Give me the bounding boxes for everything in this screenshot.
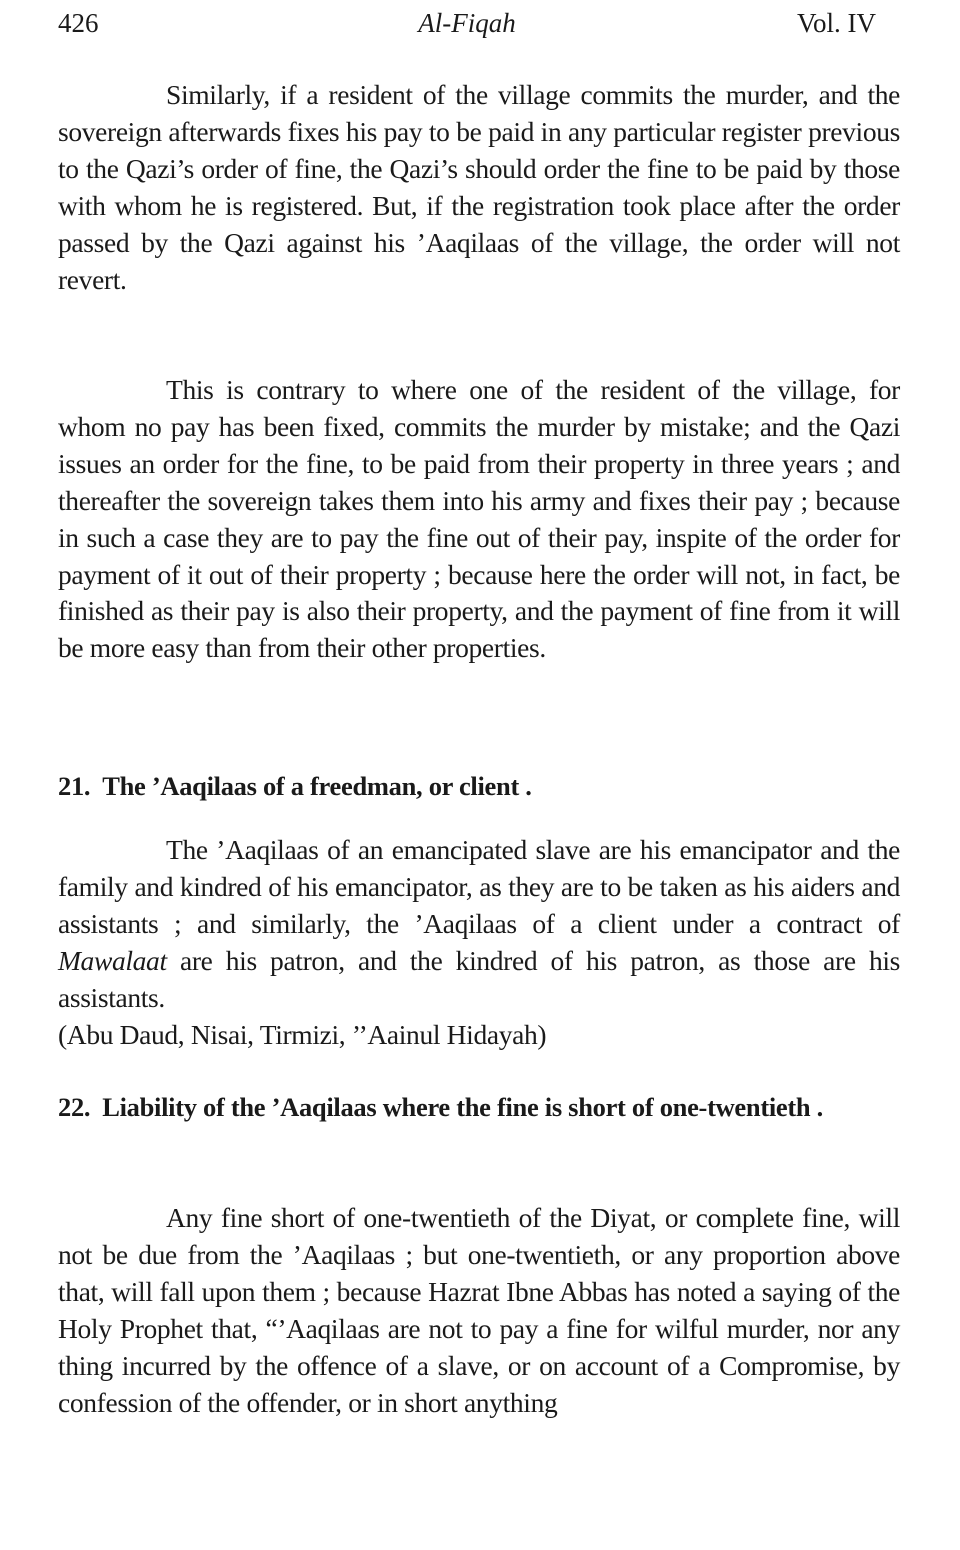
- section-title: The ’Aaqilaas of a freedman, or client .: [102, 771, 532, 801]
- body-text: The ’Aaqilaas of an emancipated slave are his emancipator and the family and kindred of his emancipator, as they are to be taken as his aiders and assistants ; and similarly, the ’Aaqilaas of a client under a contract of: [58, 834, 900, 939]
- page-number: 426: [58, 8, 99, 38]
- section-21-body: [58, 832, 900, 1053]
- paragraph-text: [58, 832, 900, 1017]
- body-text: are his patron, and the kindred of his patron, as those are his assistants.: [58, 944, 900, 1013]
- italic-term: Mawalaat: [58, 944, 167, 976]
- volume-label: Vol. IV: [796, 8, 876, 38]
- citation: (Abu Daud, Nisai, Tirmizi, ’’Aainul Hidayah): [58, 1018, 547, 1050]
- paragraph-2: [58, 372, 900, 667]
- section-title: Liability of the ’Aaqilaas where the fine is short of one-twentieth .: [102, 1092, 823, 1122]
- section-number: 22.: [58, 1092, 91, 1122]
- book-title: Al-Fiqah: [418, 8, 516, 38]
- running-head: [58, 6, 876, 40]
- paragraph-1: [58, 77, 900, 298]
- section-number: 21.: [58, 771, 91, 801]
- paragraph-text: This is contrary to where one of the resident of the village, for whom no pay has been fixed, commits the murder by mistake; and the Qazi issues an order for the fine, to be paid from their property in three years ; and thereafter the sovereign takes them into his army and fixes their pay ; because in such a case they are to pay the fine out of their pay, inspite of the order for payment of it out of their property ; because here the order will not, in fact, be finished as their pay is also their property, and the payment of fine from it will be more easy than from their other properties.: [58, 374, 900, 664]
- paragraph-text: Any fine short of one-twentieth of the Diyat, or complete fine, will not be due from the ’Aaqilaas ; but one-twentieth, or any proportion above that, will fall upon them ; because Hazrat Ibne Abbas has noted a saying of the Holy Prophet that, “’Aaqilaas are not to pay a fine for wilful murder, nor any thing incurred by the offence of a slave, or on account of a Compromise, by confession of the offender, or in short anything: [58, 1202, 900, 1418]
- section-21-heading: [58, 768, 900, 805]
- section-22-heading: [58, 1089, 900, 1126]
- paragraph-text: Similarly, if a resident of the village commits the murder, and the sovereign afterwards fixes his pay to be paid in any particular register previous to the Qazi’s order of fine, the Qazi’s should order the fine to be paid by those with whom he is registered. But, if the registration took place after the order passed by the Qazi against his ’Aaqilaas of the village, the order will not revert.: [58, 79, 900, 295]
- section-22-body: [58, 1200, 900, 1421]
